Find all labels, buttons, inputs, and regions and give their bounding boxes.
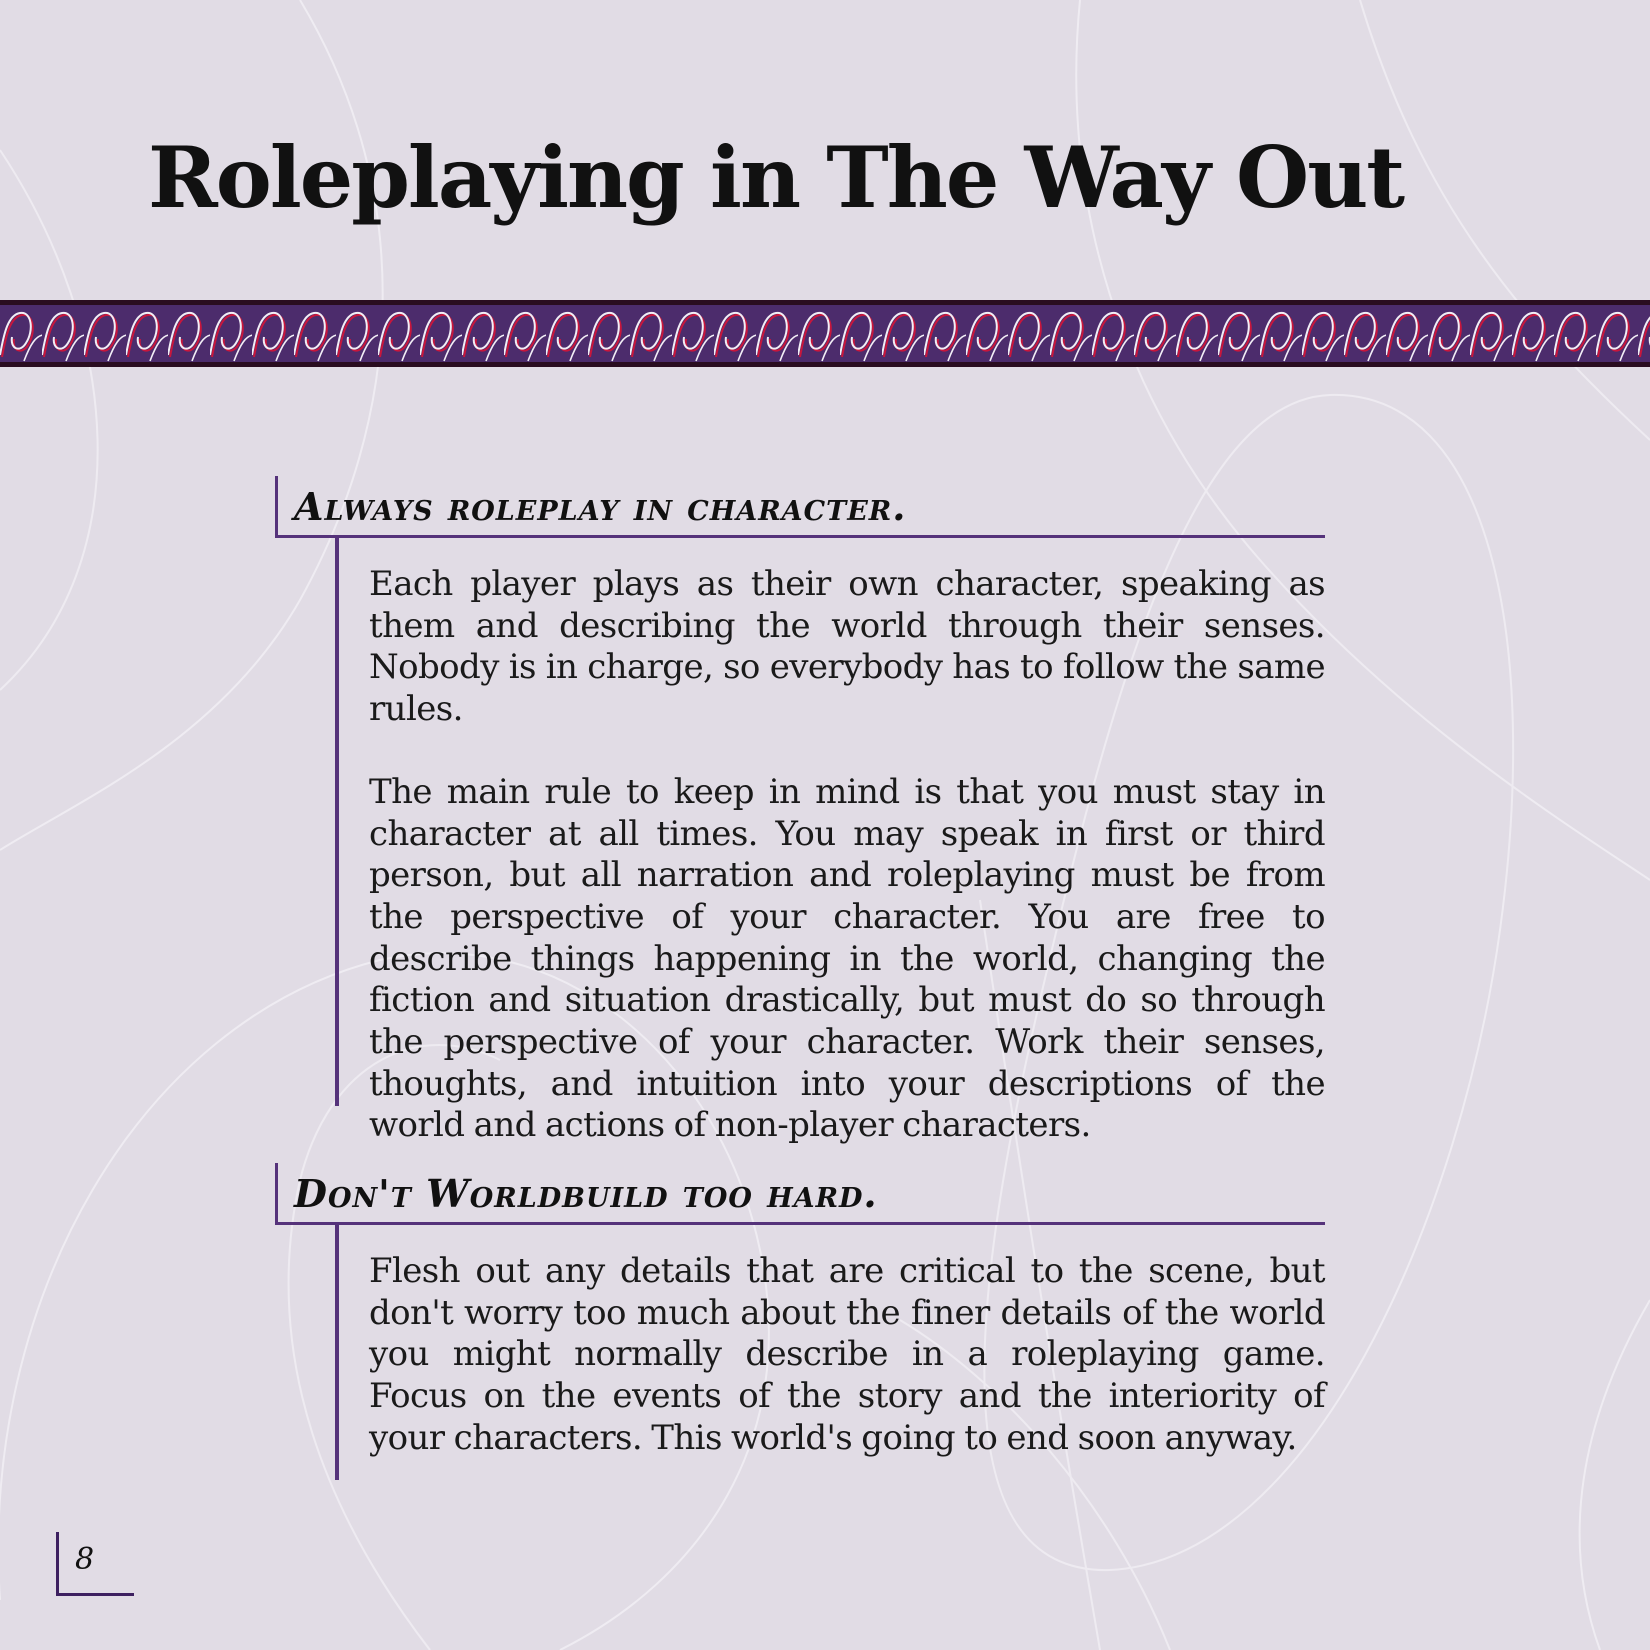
section-dont-worldbuild — [275, 1163, 1375, 1480]
section-roleplay-in-character — [275, 476, 1375, 1146]
section-body — [335, 538, 1325, 1146]
paragraph: The main rule to keep in mind is that you must stay in character at all times. You may speak in first or third person, but all narration and roleplaying must be from the perspective of your character. You are free to describe things happening in the world, changing the fiction and situation drastically, but must do so through the perspective of your character. Work their senses, thoughts, and intuition into your descriptions of the world and actions of non-player characters. — [369, 771, 1325, 1146]
paragraph: Flesh out any details that are critical to the scene, but don't worry too much about the finer details of the world you might normally describe in a roleplaying game. Focus on the events of the story and the interiority of your characters. This world's going to end soon anyway. — [369, 1251, 1325, 1458]
page-number: 8 — [56, 1532, 134, 1596]
section-heading: Don't Worldbuild too hard. — [275, 1163, 1325, 1225]
page-title: Roleplaying in The Way Out — [148, 128, 1404, 227]
section-heading: Always roleplay in character. — [275, 476, 1325, 538]
paragraph: Each player plays as their own character, speaking as them and describing the world through their senses. Nobody is in charge, so everybody has to follow the same rules. — [369, 564, 1325, 730]
section-body — [335, 1225, 1325, 1480]
decorative-pattern-band — [0, 300, 1650, 367]
